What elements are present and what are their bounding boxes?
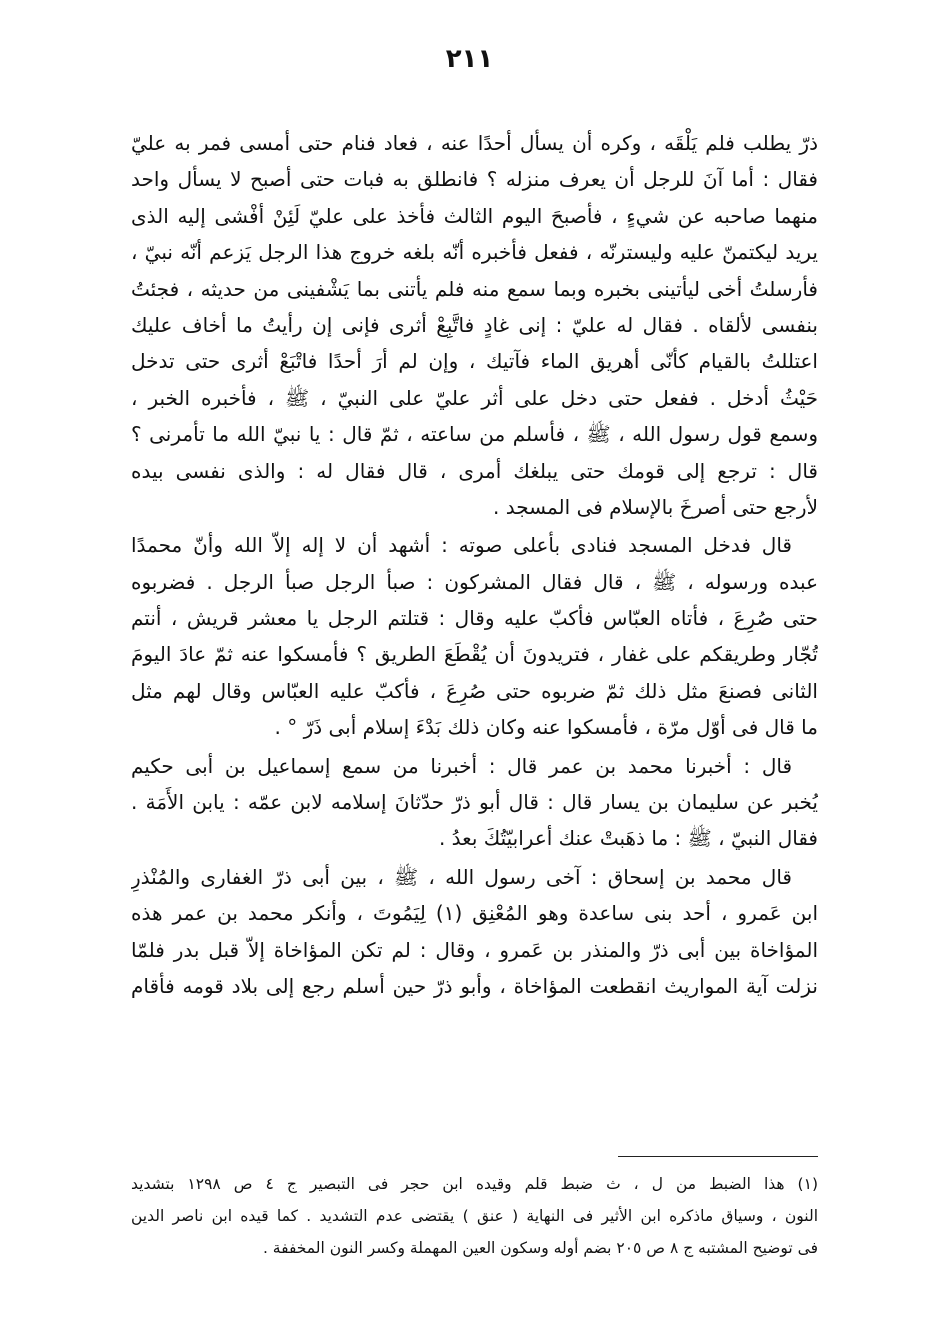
main-text <box>131 125 818 1004</box>
footnote-line: فى توضيح المشتبه ج ٨ ص ٢٠٥ بضم أوله وسكون العين المهملة وكسر النون المخففة . <box>262 1239 818 1257</box>
paragraph <box>131 527 818 745</box>
text-line: فقال النبيّ ، ﷺ : ما ذهَبتْ عنك أعرابيّتُكَ بعدُ . <box>438 826 818 851</box>
text-line: لأرجع حتى أصرخَ بالإسلام فى المسجد . <box>493 494 818 519</box>
text-line: ذرّ يطلب فلم يَلْقَه ، وكره أن يسأل أحدًا عنه ، فعاد فنام حتى أمسى فمر به عليّ <box>131 131 818 155</box>
text-line: يريد ليكتمنّ عليه وليسترنّه ، ففعل فأخبره أنّه بلغه خروج هذا الرجل يَزعم أنّه نبيّ ، <box>131 240 818 265</box>
text-line: قال : ترجع إلى قومك حتى يبلغك أمرى ، قال فقال له : والذى نفسى بيده <box>131 458 818 483</box>
paragraph <box>131 859 818 1005</box>
text-line: يُخبر عن سليمان بن يسار قال : قال أبو ذرّ حدّثانَ إسلامه لابن عمّه : يابن الأَمَة . <box>131 790 818 815</box>
text-line: عبده ورسوله ، ﷺ ، قال فقال المشركون : صبأ الرجل صبأ الرجل . فضربوه <box>131 569 818 594</box>
text-line: بنفسى لألقاه . فقال له عليّ : إنى غادٍ فاتَّبِعْ أثرى فإنى إن رأيتُ ما أخاف عليك <box>131 312 818 337</box>
text-line: ما قال فى أوّل مرّة ، فأمسكوا عنه وكان ذلك بَدْءَ إسلام أبى ذَرّ ° . <box>274 715 818 740</box>
text-line: حَيْثُ أدخل . ففعل حتى دخل على أثر عليّ على النبيّ ، ﷺ ، فأخبره الخبر ، <box>131 385 818 410</box>
paragraph <box>131 748 818 857</box>
text-line: وسمع قول رسول الله ، ﷺ ، فأسلم من ساعته ، ثمّ قال : يا نبيّ الله ما تأمرنى ؟ <box>131 422 818 447</box>
text-line: قال محمد بن إسحاق : آخى رسول الله ، ﷺ ، بين أبى ذرّ الغفارى والمُنْذرِ <box>131 864 792 889</box>
text-line: منهما صاحبه عن شيءٍ ، فأصبحَ اليوم الثالث فأخذ على عليّ لَئِنْ أفْشى إليه الذى <box>131 203 818 228</box>
text-line: فأرسلتُ أخى ليأتينى بخبره وبما سمع منه فلم يأتنى بما يَشْفينى من حديثه ، فجئتُ <box>131 276 818 301</box>
text-line: الثانى فصنعَ مثل ذلك ثمّ ضربوه حتى صُرِعَ ، فأكبّ عليه العبّاس وقال لهم مثل <box>131 678 818 703</box>
text-line: قال : أخبرنا محمد بن عمر قال : أخبرنا من سمع إسماعيل بن أبى حكيم <box>131 753 792 778</box>
footnotes <box>131 1168 818 1264</box>
text-line: ابن عَمرو ، أحد بنى ساعدة وهو المُعْنِق (١) لِيَمُوتَ ، وأنكر محمد بن عمر هذه <box>131 901 818 926</box>
paragraph <box>131 125 818 525</box>
text-line: المؤاخاة بين أبى ذرّ والمنذر بن عَمرو ، وقال : لم تكن المؤاخاة إلاّ قبل بدر فلمّا <box>131 937 818 962</box>
footnote-line: (١) هذا الضبط من ل ، ث ضبط قلم وقيده ابن حجر فى التبصير ج ٤ ص ١٢٩٨ بتشديد <box>131 1175 818 1193</box>
text-line: تُجّار وطريقكم على غفار ، فتريدونَ أن يُقْطَعَ الطريق ؟ فأمسكوا عنه ثمّ عادَ اليومَ <box>131 642 818 667</box>
text-line: اعتللتُ بالقيام كأنّى أهريق الماء فآتيك ، وإن لم أرَ أحدًا فاتْبَعْ أثرى حتى تدخل <box>131 349 818 374</box>
text-line: قال فدخل المسجد فنادى بأعلى صوته : أشهد أن لا إله إلاّ الله وأنّ محمدًا <box>131 533 792 558</box>
text-line: حتى صُرِعَ ، فأتاه العبّاس فأكبّ عليه وقال : قتلتم الرجل يا معشر قريش ، أنتم <box>131 606 818 631</box>
page-number: ٢١١ <box>445 44 494 74</box>
text-line: نزلت آية المواريث انقطعت المؤاخاة ، وأبو ذرّ حين أسلم رجع إلى بلاد قومه فأقام <box>131 973 818 998</box>
footnote-separator <box>618 1156 818 1157</box>
text-line: فقال : أما آنَ للرجل أن يعرف منزله ؟ فانطلق به فبات حتى أصبح لا يسأل واحد <box>131 167 818 192</box>
footnote-line: النون ، وسياق ماذكره ابن الأثير فى النهاية ( عنق ) يقتضى عدم التشديد . كما قيده ابن ناصر الدين <box>131 1207 818 1225</box>
